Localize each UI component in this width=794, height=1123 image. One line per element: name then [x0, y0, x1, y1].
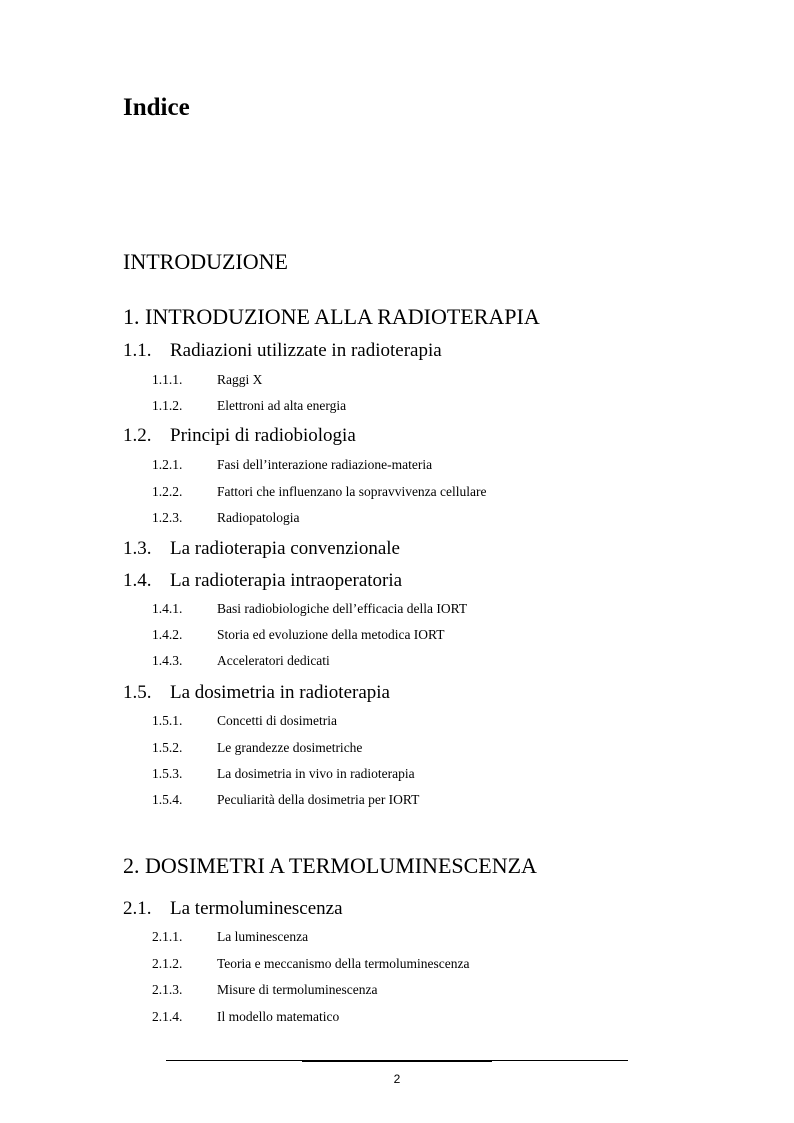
subsection-number: 1.5.4.	[152, 792, 183, 807]
toc-subsection-1-5-2	[152, 740, 362, 756]
subsection-label: La dosimetria in vivo in radioterapia	[217, 766, 415, 781]
toc-subsection-2-1-3	[152, 982, 377, 998]
toc-subsection-2-1-1	[152, 929, 308, 945]
subsection-label: Il modello matematico	[217, 1009, 340, 1024]
subsection-number: 1.1.2.	[152, 398, 183, 413]
subsection-label: Fattori che influenzano la sopravvivenza cellulare	[217, 484, 487, 499]
subsection-number: 1.2.3.	[152, 510, 183, 525]
subsection-number: 1.2.2.	[152, 484, 183, 499]
section-number: 1.1.	[123, 340, 152, 361]
toc-subsection-2-1-4	[152, 1009, 339, 1025]
toc-section-1-2	[123, 425, 356, 447]
footer-rule-accent	[302, 1060, 492, 1062]
subsection-number: 1.5.2.	[152, 740, 183, 755]
subsection-label: Acceleratori dedicati	[217, 653, 330, 668]
toc-chapter-2: 2. DOSIMETRI A TERMOLUMINESCENZA	[123, 853, 537, 878]
subsection-number: 1.5.3.	[152, 766, 183, 781]
subsection-number: 1.4.2.	[152, 627, 183, 642]
toc-section-1-4	[123, 570, 402, 592]
subsection-number: 1.1.1.	[152, 372, 183, 387]
toc-subsection-1-2-3	[152, 510, 299, 526]
subsection-label: Raggi X	[217, 372, 263, 387]
section-number: 1.3.	[123, 538, 152, 559]
subsection-number: 2.1.4.	[152, 1009, 183, 1024]
toc-subsection-1-2-2	[152, 484, 487, 500]
subsection-number: 2.1.2.	[152, 956, 183, 971]
toc-introduction: INTRODUZIONE	[123, 249, 288, 274]
section-label: La radioterapia convenzionale	[170, 538, 400, 559]
page-number: 2	[393, 1072, 401, 1086]
section-label: Principi di radiobiologia	[170, 425, 356, 446]
subsection-label: Peculiarità della dosimetria per IORT	[217, 792, 420, 807]
toc-subsection-1-1-1	[152, 372, 262, 388]
section-number: 1.5.	[123, 682, 152, 703]
subsection-number: 1.4.3.	[152, 653, 183, 668]
subsection-label: Concetti di dosimetria	[217, 713, 337, 728]
toc-subsection-2-1-2	[152, 956, 469, 972]
subsection-label: Fasi dell’interazione radiazione-materia	[217, 457, 433, 472]
subsection-label: Radiopatologia	[217, 510, 300, 525]
subsection-label: Teoria e meccanismo della termoluminescenza	[217, 956, 470, 971]
subsection-label: Storia ed evoluzione della metodica IORT	[217, 627, 445, 642]
subsection-number: 1.2.1.	[152, 457, 183, 472]
toc-section-1-3	[123, 538, 400, 560]
toc-subsection-1-5-1	[152, 713, 337, 729]
toc-subsection-1-4-3	[152, 653, 330, 669]
toc-subsection-1-4-2	[152, 627, 445, 643]
subsection-label: La luminescenza	[217, 929, 309, 944]
subsection-number: 1.4.1.	[152, 601, 183, 616]
subsection-number: 1.5.1.	[152, 713, 183, 728]
subsection-number: 2.1.1.	[152, 929, 183, 944]
page-title: Indice	[123, 94, 190, 121]
toc-subsection-1-2-1	[152, 457, 432, 473]
subsection-label: Elettroni ad alta energia	[217, 398, 347, 413]
section-label: Radiazioni utilizzate in radioterapia	[170, 340, 442, 361]
toc-subsection-1-5-3	[152, 766, 415, 782]
toc-section-1-5	[123, 682, 390, 704]
section-number: 1.4.	[123, 570, 152, 591]
toc-section-1-1	[123, 340, 442, 362]
subsection-number: 2.1.3.	[152, 982, 183, 997]
toc-subsection-1-4-1	[152, 601, 467, 617]
section-label: La radioterapia intraoperatoria	[170, 570, 403, 591]
toc-chapter-1: 1. INTRODUZIONE ALLA RADIOTERAPIA	[123, 304, 540, 329]
section-label: La dosimetria in radioterapia	[170, 682, 390, 703]
subsection-label: Misure di termoluminescenza	[217, 982, 378, 997]
toc-subsection-1-1-2	[152, 398, 346, 414]
subsection-label: Basi radiobiologiche dell’efficacia della IORT	[217, 601, 468, 616]
subsection-label: Le grandezze dosimetriche	[217, 740, 363, 755]
section-number: 2.1.	[123, 898, 152, 919]
section-number: 1.2.	[123, 425, 152, 446]
toc-subsection-1-5-4	[152, 792, 419, 808]
section-label: La termoluminescenza	[170, 898, 343, 919]
toc-section-2-1	[123, 898, 343, 920]
